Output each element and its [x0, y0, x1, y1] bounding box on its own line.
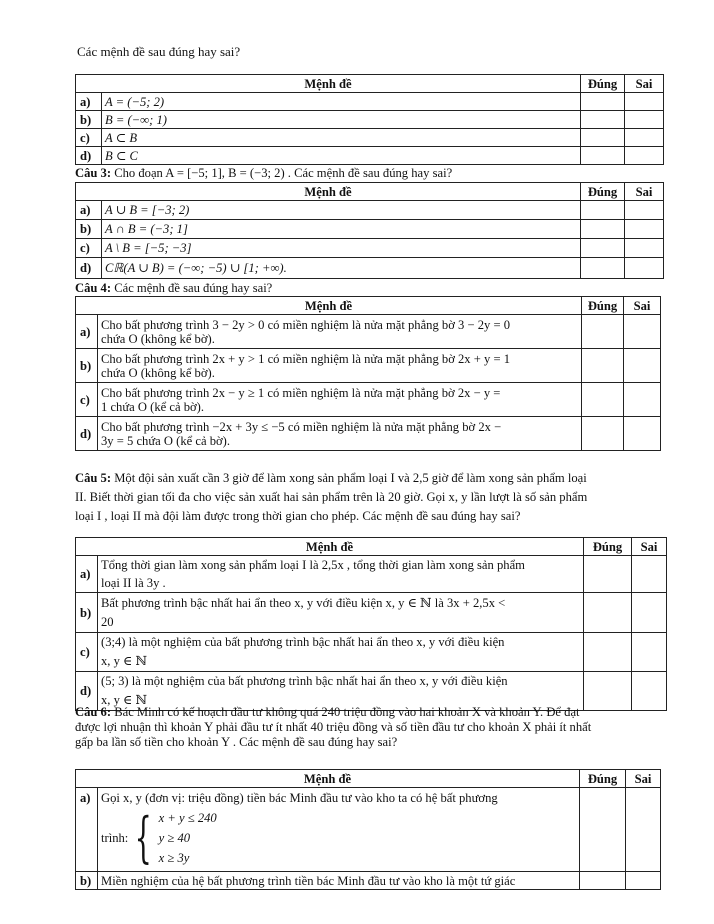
row-text-line: 1 chứa O (kể cả bờ). — [101, 399, 204, 414]
row-label: c) — [76, 239, 102, 258]
answer-cell-sai[interactable] — [626, 872, 661, 890]
row-text — [98, 593, 584, 633]
answer-cell-sai[interactable] — [625, 239, 664, 258]
answer-cell-dung[interactable] — [582, 349, 624, 383]
row-text-line: Bất phương trình bậc nhất hai ẩn theo x, y với điều kiện x, y ∈ ℕ là 3x + 2,5x < — [101, 595, 506, 610]
header-dung: Đúng — [580, 770, 626, 788]
row-text-line: loại II là 3y . — [101, 576, 166, 590]
row-text — [98, 788, 580, 872]
row-text — [98, 383, 582, 417]
question-text-line: Bác Minh có kế hoạch đầu tư không quá 240 triệu đồng vào hai khoản X và khoản Y. Để đạt — [114, 705, 580, 719]
row-text-line: Cho bất phương trình 2x + y > 1 có miền nghiệm là nửa mặt phẳng bờ 2x + y = 1 — [101, 351, 511, 366]
row-label: a) — [76, 556, 98, 593]
question-5 — [75, 469, 663, 526]
table-row — [76, 239, 664, 258]
header-menh-de: Mệnh đề — [76, 75, 581, 93]
answer-cell-dung[interactable] — [581, 239, 625, 258]
answer-cell-dung[interactable] — [581, 147, 625, 165]
question-text-line: loại I , loại II mà đội làm được trong thời gian cho phép. Các mệnh đề sau đúng hay sai? — [75, 509, 521, 523]
row-text — [98, 417, 582, 451]
table-row — [76, 129, 664, 147]
answer-cell-sai[interactable] — [625, 129, 664, 147]
answer-cell-dung[interactable] — [582, 315, 624, 349]
question-text-line: được lợi nhuận thì khoản Y phải đầu tư ít nhất 40 triệu đồng và số tiền đầu tư cho khoản X phải ít nhất — [75, 720, 592, 734]
answer-cell-sai[interactable] — [626, 788, 661, 872]
row-text: A = (−5; 2) — [102, 93, 581, 111]
question-text-line: Một đội sản xuất cần 3 giờ để làm xong sản phẩm loại I và 2,5 giờ để làm xong sản phẩm loại — [114, 471, 587, 485]
header-sai: Sai — [625, 75, 664, 93]
table-q5 — [75, 537, 667, 711]
table-1 — [75, 74, 664, 165]
row-text: B ⊂ C — [102, 147, 581, 165]
answer-cell-dung[interactable] — [581, 220, 625, 239]
table-row — [76, 872, 661, 890]
header-sai: Sai — [624, 297, 661, 315]
header-sai: Sai — [632, 538, 667, 556]
system-lines — [159, 808, 217, 868]
question-text: Các mệnh đề sau đúng hay sai? — [114, 281, 273, 295]
row-label: c) — [76, 129, 102, 147]
row-label: a) — [76, 201, 102, 220]
row-text: A ∩ B = (−3; 1] — [102, 220, 581, 239]
answer-cell-sai[interactable] — [632, 633, 667, 672]
row-label: a) — [76, 315, 98, 349]
header-dung: Đúng — [581, 183, 625, 201]
row-text — [98, 349, 582, 383]
header-dung: Đúng — [581, 75, 625, 93]
answer-cell-dung[interactable] — [580, 872, 626, 890]
answer-cell-dung[interactable] — [581, 129, 625, 147]
question-label: Câu 3: — [75, 166, 112, 180]
question-text-line: II. Biết thời gian tối đa cho việc sản xuất hai sản phẩm trên là 20 giờ. Gọi x, y lần lượt là số sản phẩm — [75, 490, 588, 504]
brace-symbol: { — [134, 806, 153, 869]
answer-cell-sai[interactable] — [624, 417, 661, 451]
row-text-line: Tổng thời gian làm xong sản phẩm loại I là 2,5x , tổng thời gian làm xong sản phẩm — [101, 558, 525, 572]
answer-cell-dung[interactable] — [584, 556, 632, 593]
header-menh-de: Mệnh đề — [76, 538, 584, 556]
row-text: B = (−∞; 1) — [102, 111, 581, 129]
answer-cell-sai[interactable] — [625, 258, 664, 279]
header-menh-de: Mệnh đề — [76, 297, 582, 315]
answer-cell-sai[interactable] — [632, 593, 667, 633]
answer-cell-dung[interactable] — [582, 383, 624, 417]
intro-text: Các mệnh đề sau đúng hay sai? — [77, 44, 241, 59]
answer-cell-dung[interactable] — [584, 593, 632, 633]
system-line: y ≥ 40 — [158, 831, 191, 845]
table-q3 — [75, 182, 664, 279]
answer-cell-dung[interactable] — [581, 201, 625, 220]
answer-cell-sai[interactable] — [624, 315, 661, 349]
question-text: Cho đoạn A = [−5; 1], B = (−3; 2) . Các mệnh đề sau đúng hay sai? — [114, 166, 453, 180]
row-text-line: (3;4) là một nghiệm của bất phương trình bậc nhất hai ẩn theo x, y với điều kiện — [101, 635, 505, 649]
table-row — [76, 111, 664, 129]
table-q6 — [75, 769, 661, 890]
answer-cell-dung[interactable] — [581, 93, 625, 111]
answer-cell-sai[interactable] — [624, 349, 661, 383]
question-label: Câu 5: — [75, 471, 112, 485]
row-label: b) — [76, 872, 98, 890]
row-text-line: Cho bất phương trình 2x − y ≥ 1 có miền nghiệm là nửa mặt phẳng bờ 2x − y = — [101, 385, 501, 400]
inequality-system — [101, 805, 576, 871]
row-text-line: x, y ∈ ℕ — [101, 693, 148, 707]
row-text-line: Cho bất phương trình −2x + 3y ≤ −5 có miền nghiệm là nửa mặt phẳng bờ 2x − — [101, 419, 502, 434]
row-label: b) — [76, 349, 98, 383]
row-text — [98, 556, 584, 593]
table-row — [76, 788, 661, 872]
answer-cell-dung[interactable] — [581, 111, 625, 129]
row-label: d) — [76, 147, 102, 165]
table-row — [76, 315, 661, 349]
row-text: Miền nghiệm của hệ bất phương trình tiền bác Minh đầu tư vào kho là một tứ giác — [98, 872, 580, 890]
row-text: A ⊂ B — [102, 129, 581, 147]
row-label: b) — [76, 593, 98, 633]
row-text-line: chứa O (không kể bờ). — [101, 365, 215, 380]
table-row — [76, 633, 667, 672]
question-6 — [75, 705, 663, 750]
answer-cell-dung[interactable] — [580, 788, 626, 872]
table-row — [76, 593, 667, 633]
header-dung: Đúng — [582, 297, 624, 315]
system-prefix: trình: — [101, 831, 129, 845]
header-dung: Đúng — [584, 538, 632, 556]
answer-cell-sai[interactable] — [632, 556, 667, 593]
question-label: Câu 4: — [75, 281, 112, 295]
answer-cell-sai[interactable] — [625, 147, 664, 165]
answer-cell-dung[interactable] — [584, 633, 632, 672]
answer-cell-dung[interactable] — [581, 258, 625, 279]
row-label: b) — [76, 220, 102, 239]
table-row — [76, 93, 664, 111]
answer-cell-sai[interactable] — [625, 220, 664, 239]
row-text-line: chứa O (không kể bờ). — [101, 331, 215, 346]
system-line: x ≥ 3y — [158, 851, 190, 865]
header-menh-de: Mệnh đề — [76, 183, 581, 201]
row-text-line: x, y ∈ ℕ — [101, 654, 148, 668]
question-4 — [75, 281, 663, 295]
system-line: x + y ≤ 240 — [158, 811, 217, 825]
row-text: A ∪ B = [−3; 2) — [102, 201, 581, 220]
header-menh-de: Mệnh đề — [76, 770, 580, 788]
answer-cell-sai[interactable] — [625, 111, 664, 129]
table-row — [76, 258, 664, 279]
header-sai: Sai — [626, 770, 661, 788]
answer-cell-sai[interactable] — [624, 383, 661, 417]
row-text: A \ B = [−5; −3] — [102, 239, 581, 258]
row-text — [98, 315, 582, 349]
row-text-line: 3y = 5 chứa O (kể cả bờ). — [101, 433, 230, 448]
table-row — [76, 201, 664, 220]
row-label: a) — [76, 788, 98, 872]
table-row — [76, 383, 661, 417]
row-text-line: (5; 3) là một nghiệm của bất phương trình bậc nhất hai ẩn theo x, y với điều kiện — [101, 674, 508, 688]
answer-cell-sai[interactable] — [625, 201, 664, 220]
row-label: d) — [76, 672, 98, 711]
row-label: c) — [76, 383, 98, 417]
answer-cell-dung[interactable] — [582, 417, 624, 451]
table-row — [76, 556, 667, 593]
table-q4 — [75, 296, 661, 451]
row-text-line: Gọi x, y (đơn vị: triệu đồng) tiền bác Minh đầu tư vào kho ta có hệ bất phương — [101, 791, 498, 805]
question-3 — [75, 166, 663, 180]
header-sai: Sai — [625, 183, 664, 201]
question-text-line: gấp ba lần số tiền cho khoản Y . Các mệnh đề sau đúng hay sai? — [75, 735, 398, 749]
table-row — [76, 220, 664, 239]
row-label: d) — [76, 417, 98, 451]
row-text — [98, 633, 584, 672]
row-text: Cℝ(A ∪ B) = (−∞; −5) ∪ [1; +∞). — [102, 258, 581, 279]
row-label: b) — [76, 111, 102, 129]
row-text-line: 20 — [101, 614, 114, 629]
question-label: Câu 6: — [75, 705, 112, 719]
table-row — [76, 417, 661, 451]
row-label: c) — [76, 633, 98, 672]
row-label: a) — [76, 93, 102, 111]
table-row — [76, 349, 661, 383]
row-text-line: Cho bất phương trình 3 − 2y > 0 có miền nghiệm là nửa mặt phẳng bờ 3 − 2y = 0 — [101, 317, 511, 332]
answer-cell-sai[interactable] — [625, 93, 664, 111]
table-row — [76, 147, 664, 165]
row-label: d) — [76, 258, 102, 279]
